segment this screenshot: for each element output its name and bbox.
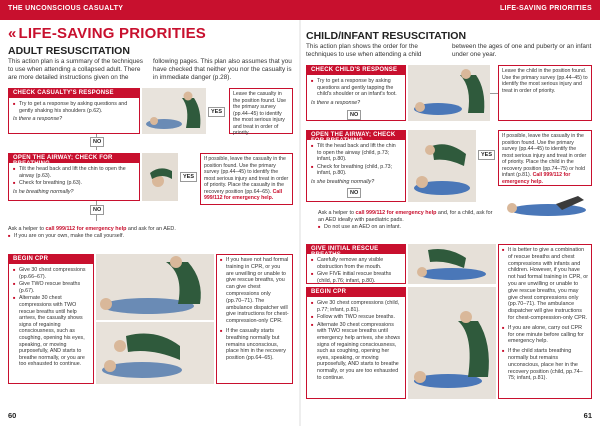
photo-child-breaths xyxy=(408,244,496,284)
photo-rescue-breaths xyxy=(96,322,214,384)
box-title: GIVE INITIAL RESCUE BREATHS xyxy=(307,245,405,254)
list-item: ■ Give 30 chest compressions (pp.66–67). xyxy=(13,267,89,280)
child-breath-illustration xyxy=(408,244,496,284)
list-item: ■ Alternate 30 chest compressions with TWO rescue breaths until help arrives, the casualty shows signs of regaining consciousness, such as coughing, opening his eyes, speaking, or moving purposefully, AND starts to breathe normally, or you are too exhausted to continue. xyxy=(13,295,89,368)
list-item: ■ Follow with TWO rescue breaths. xyxy=(311,314,401,321)
photo-child-airway xyxy=(408,130,476,202)
photo-recovery-position xyxy=(498,190,592,220)
child-check-illustration xyxy=(408,65,490,121)
adult-airway-box xyxy=(8,153,140,201)
photo-child-check xyxy=(408,65,490,121)
header-left: THE UNCONSCIOUS CASUALTY xyxy=(8,5,124,12)
emphasis: Call 999/112 for emergency help. xyxy=(502,172,571,185)
no-label: NO xyxy=(90,205,104,215)
list-item: ■ Try to get a response by asking questions and gently tapping the child's shoulder or an infant's foot. xyxy=(311,78,401,98)
header-right: LIFE-SAVING PRIORITIES xyxy=(499,5,592,12)
page-number-right: 61 xyxy=(583,411,592,420)
child-yes-note-2: If possible, leave the casualty in the position found. Use the primary survey (pp.44–45) to identify the most serious injury and treat in order of priority. Place the child in the recovery position (pp.74–75) or hold infant (p.81). Call 999/112 for emergency help. xyxy=(498,130,592,186)
list-item: ■ Give FIVE initial rescue breaths (child, p.76; infant, p.80). xyxy=(311,271,401,284)
adult-aed-instruction: Ask a helper to call 999/112 for emergency help and ask for an AED. ■ If you are on your own, make the call yourself. xyxy=(8,226,293,240)
photo-chest-compressions xyxy=(96,254,214,320)
page-gutter xyxy=(299,20,301,426)
page-number-left: 60 xyxy=(8,411,17,420)
list-item: ■ If the child starts breathing normally but remains unconscious, place her in the recovery position (child, pp.74–75; infant, p.81). xyxy=(502,348,588,382)
airway-illustration xyxy=(142,153,178,201)
child-begin-cpr-box xyxy=(306,287,406,399)
box-title: OPEN THE AIRWAY; CHECK FOR BREATHING xyxy=(9,154,139,163)
adult-intro-col1: This action plan is a summary of the techniques to use when attending a collapsed adult. There are more detailed instructions given on the xyxy=(8,58,143,82)
list-item: ■ If you have not had formal training in CPR, or you are unwilling or unable to give rescue breaths, you can give chest compressions only (pp.70–71). The ambulance dispatcher will give instructions for chest-compression-only CPR. xyxy=(220,257,289,325)
adult-yes-note-1: Leave the casualty in the position found. Use the primary survey (pp.44–45) to identify the most serious injury and treat in order of priority. xyxy=(229,88,293,134)
child-rescue-breaths-box xyxy=(306,244,406,284)
flow-connector xyxy=(490,93,498,94)
question: Is there a response? xyxy=(13,116,63,123)
running-header xyxy=(0,0,600,20)
list-item: ■ Carefully remove any visible obstruction from the mouth. xyxy=(311,257,401,270)
list-item: ■ If the casualty starts breathing normally but remains unconscious, place him in the recovery position (pp.64–65). xyxy=(220,328,289,362)
photo-child-cpr xyxy=(408,287,496,399)
box-title: OPEN THE AIRWAY; CHECK FOR BREATHING xyxy=(307,131,405,140)
adult-cpr-notes xyxy=(216,254,293,384)
list-item: ■ Try to get a response by asking questions and gently shaking his shoulders (p.62). xyxy=(13,101,135,114)
list-item: ■ Check for breathing (p.63). xyxy=(13,180,135,187)
child-heading: CHILD/INFANT RESUSCITATION xyxy=(306,30,467,42)
yes-label: YES xyxy=(478,150,495,160)
list-item: ■ Give TWO rescue breaths (p.67). xyxy=(13,281,89,294)
child-yes-note-1: Leave the child in the position found. Use the primary survey (pp.44–45) to identify the most serious injury and treat in order of priority. xyxy=(498,65,592,121)
double-chevron-icon: « xyxy=(8,25,17,42)
box-title: CHECK CASUALTY'S RESPONSE xyxy=(9,89,139,98)
adult-check-response-box xyxy=(8,88,140,134)
no-label: NO xyxy=(347,188,361,198)
child-aed-instruction: Ask a helper to call 999/112 for emergency help and, for a child, ask for an AED ideally with paediatric pads. ■ Do not use an AED on an infant. xyxy=(318,210,494,230)
child-intro-col1: This action plan shows the order for the techniques to use when attending a child xyxy=(306,43,422,59)
child-cpr-notes xyxy=(498,244,592,399)
adult-intro-col2: following pages. This plan also assumes that you have checked that neither you nor the casualty is in immediate danger (p.28). xyxy=(153,58,292,82)
box-title: CHECK CHILD'S RESPONSE xyxy=(307,66,405,75)
adult-yes-note-2: If possible, leave the casualty in the position found. Use the primary survey (pp.44–45) to identify the most serious injury and treat in order of priority. Place the casualty in the recovery position (pp.64–65). Call 999/112 for emergency help. xyxy=(200,153,293,205)
yes-label: YES xyxy=(208,107,225,117)
photo-check-response xyxy=(142,88,206,134)
list-item: ■ Give 30 chest compressions (child, p.77; infant, p.81). xyxy=(311,300,401,313)
page-title: « LIFE-SAVING PRIORITIES xyxy=(8,25,207,42)
list-item: ■ Alternate 30 chest compressions with TWO rescue breaths until emergency help arrives, she shows signs of regaining consciousness, such as coughing, opening her eyes, speaking, or moving purposefully, AND starts to breathe normally, or you are too exhausted to continue. xyxy=(311,322,401,381)
adult-heading: ADULT RESUSCITATION xyxy=(8,45,130,57)
list-item: ■ Check for breathing (child, p.73; infant, p.80). xyxy=(311,164,401,177)
child-cpr-illustration xyxy=(408,287,496,399)
question: Is she breathing normally? xyxy=(311,178,375,185)
list-item: ■ Tilt the head back and lift the chin to open the airway (child, p.73; infant, p.80). xyxy=(311,143,401,163)
list-item: ■ If you are alone, carry out CPR for one minute before calling for emergency help. xyxy=(502,325,588,345)
yes-label: YES xyxy=(180,172,197,182)
question: Is there a response? xyxy=(311,99,361,106)
emphasis: Call 999/112 for emergency help. xyxy=(204,188,283,201)
no-label: NO xyxy=(90,137,104,147)
adult-begin-cpr-box xyxy=(8,254,94,384)
box-title: BEGIN CPR xyxy=(307,288,405,297)
rescue-breath-illustration xyxy=(96,322,214,384)
recovery-position-illustration xyxy=(498,190,592,220)
list-item: ■ Tilt the head back and lift the chin to open the airway (p.63). xyxy=(13,166,135,179)
question: Is he breathing normally? xyxy=(13,188,74,195)
child-airway-illustration xyxy=(408,130,476,202)
photo-airway xyxy=(142,153,178,201)
cpr-illustration xyxy=(96,254,214,320)
no-label: NO xyxy=(347,110,361,120)
list-item: ■ It is better to give a combination of rescue breaths and chest compressions with infants and children. However, if you have not had formal training in CPR, or you are unwilling or unable to give rescue breaths, you may give chest compressions only (pp.70–71). The ambulance dispatcher will give instructions for chest-compression-only CPR. xyxy=(502,247,588,322)
child-intro-col2: between the ages of one and puberty or an infant under one year. xyxy=(452,43,592,59)
first-aider-illustration xyxy=(142,88,206,134)
box-title: BEGIN CPR xyxy=(9,255,93,264)
